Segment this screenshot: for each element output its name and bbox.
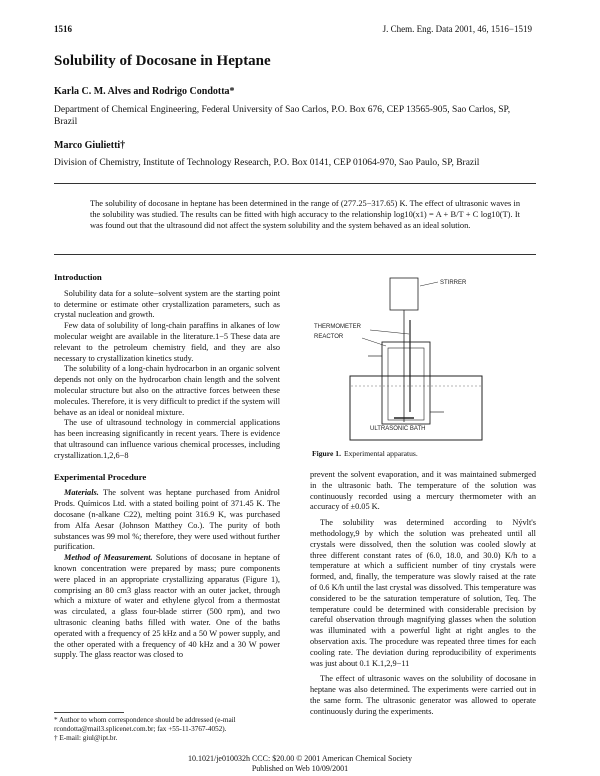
figure-caption — [312, 449, 418, 458]
footnotes — [54, 716, 280, 743]
author-line-2: Marco Giulietti† — [54, 140, 126, 151]
method-text: Solutions of docosane in heptane of known concentration were prepared by mass; pure components were placed in an appropriate crystallizing apparatus (Figure 1), comprising an 80 cm3 glass reactor with an outer jacket, through which a mixture of water and ethylene glycol from a thermostat was circulated, a glass four-blade stirrer (500 rpm), and two ultrasonic cleaning baths filled with water. One of the baths operated with a frequency of 25 kHz and a 50 W power supply, and the other operated with a frequency of 40 kHz and a 30 W power supply. The glass reactor was closed to — [54, 553, 280, 660]
introduction-heading: Introduction — [54, 272, 102, 282]
doi-line: 10.1021/je010032h CCC: $20.00 © 2001 American Chemical Society — [187, 754, 413, 763]
figure-caption-label: Figure 1. — [312, 449, 341, 458]
abstract: The solubility of docosane in heptane has been determined in the range of (277.25−317.65) K. The effect of ultrasonic waves in the solubility was studied. The results can be fitted with high accuracy to the relationship log10(x1) = A + B/T + C log10(T). It was found out that the ultrasound did not affect the system solubility and the system behaved as an ideal solution. — [90, 199, 520, 230]
abstract-divider — [54, 254, 536, 255]
intro-paragraph: The solubility of a long-chain hydrocarbon in an organic solvent depends not only on the hydrocarbon chain length and the solvent molecular structure but also on the attractive forces between these molecules. Therefore, it is very difficult to predict if the system will behave as an ideal or nonideal mixture. — [54, 364, 280, 417]
materials-lead: Materials. — [64, 488, 99, 498]
published-line: Published on Web 10/09/2001 — [251, 764, 349, 773]
materials-paragraph — [54, 488, 280, 553]
experimental-apparatus-figure — [310, 272, 536, 452]
ultrasonic-bath-label: ULTRASONIC BATH — [370, 426, 426, 432]
body-paragraph: The effect of ultrasonic waves on the solubility of docosane in heptane was also determined. The experiments were carried out in the same form. The ultrasonic generator was allowed to operate continuously during the experiments. — [310, 674, 536, 716]
intro-paragraph: The use of ultrasound technology in commercial applications has been increasing significantly in recent years. There is evidence that ultrasound can influence various chemical processes, including crystallization.1,2,6−8 — [54, 418, 280, 460]
method-lead: Method of Measurement. — [64, 553, 153, 563]
footnote-email: † E-mail: giul@ipt.br. — [54, 734, 118, 742]
page-number: 1516 — [54, 24, 72, 34]
experimental-heading: Experimental Procedure — [54, 471, 147, 482]
method-paragraph — [54, 553, 280, 661]
body-paragraph: prevent the solvent evaporation, and it was maintained submerged in the ultrasonic bath. The temperature of the solution was continuously recorded using a mercury thermometer with an accuracy of ±0.05 K. — [310, 470, 536, 512]
reactor-jacket — [382, 342, 430, 424]
right-column — [310, 470, 536, 718]
materials-text: The solvent was heptane purchased from Anidrol Prods. Químicos Ltd. with a stated boiling point of 371.45 K. The docosane (n-alkane C22), melting point 316.9 K, was purchased from Alfa Aesar (Johnson Matthey Co.). The purity of both substances was 99 mol %; therefore, they were used without further purification. — [54, 488, 280, 552]
footnote-correspondence: * Author to whom correspondence should be addressed (e-mail rcondotta@mail3.splicenet.com.br; fax +55-11-3767-4052). — [54, 716, 236, 733]
stirrer-motor — [390, 278, 418, 310]
author-line-1: Karla C. M. Alves and Rodrigo Condotta* — [54, 86, 235, 97]
stirrer-label: STIRRER — [440, 280, 467, 286]
thermometer-label: THERMOMETER — [314, 324, 361, 330]
body-paragraph: The solubility was determined according to Nývlt's methodology,9 by which the solution was preheated until all crystals were dissolved, then the solution was cooled slowly at three different constant rates of (6.0, 18.0, and 30.0) K/h to a temperature at which a sufficient number of tiny crystals were formed, and, finally, the temperature was slowly raised at the rate of 0.6 K/h until the last crystal was dissolved. This temperature was considered to be the saturation temperature of solution, Teq. The temperature could be determined with considerable precision by careful observation through magnifying glasses when the solution was illuminated with a powerful light at right angles to the observation axis. The procedure was repeated three times for each cooling rate. The deviation during reproducibility of experiments was just about 0.1 K.1,2,9−11 — [310, 518, 536, 668]
intro-paragraph: Solubility data for a solute−solvent system are the starting point to determine or estimate other crystallization parameters, such as crystal nucleation and growth. — [54, 288, 280, 320]
footnote-divider — [54, 712, 124, 713]
reactor-vessel — [388, 348, 424, 420]
reactor-label: REACTOR — [314, 334, 344, 340]
article-title: Solubility of Docosane in Heptane — [54, 53, 271, 69]
top-divider — [54, 183, 536, 184]
page-footer — [0, 754, 600, 774]
figure-caption-text: Experimental apparatus. — [343, 449, 418, 458]
left-column — [54, 272, 280, 661]
affiliation-2: Division of Chemistry, Institute of Technology Research, P.O. Box 0141, CEP 01064-970, Sao Paulo, SP, Brazil — [54, 158, 480, 168]
intro-paragraph: Few data of solubility of long-chain paraffins in alkanes of low molecular weight are available in the literature.1−5 These data are relevant to the petroleum chemistry field, and they are also necessary to crystallization kinetics study. — [54, 321, 280, 363]
journal-citation: J. Chem. Eng. Data 2001, 46, 1516−1519 — [382, 24, 532, 34]
affiliation-1: Department of Chemical Engineering, Federal University of Sao Carlos, P.O. Box 676, CEP 13565-905, Sao Carlos, SP, Brazil — [54, 105, 511, 127]
